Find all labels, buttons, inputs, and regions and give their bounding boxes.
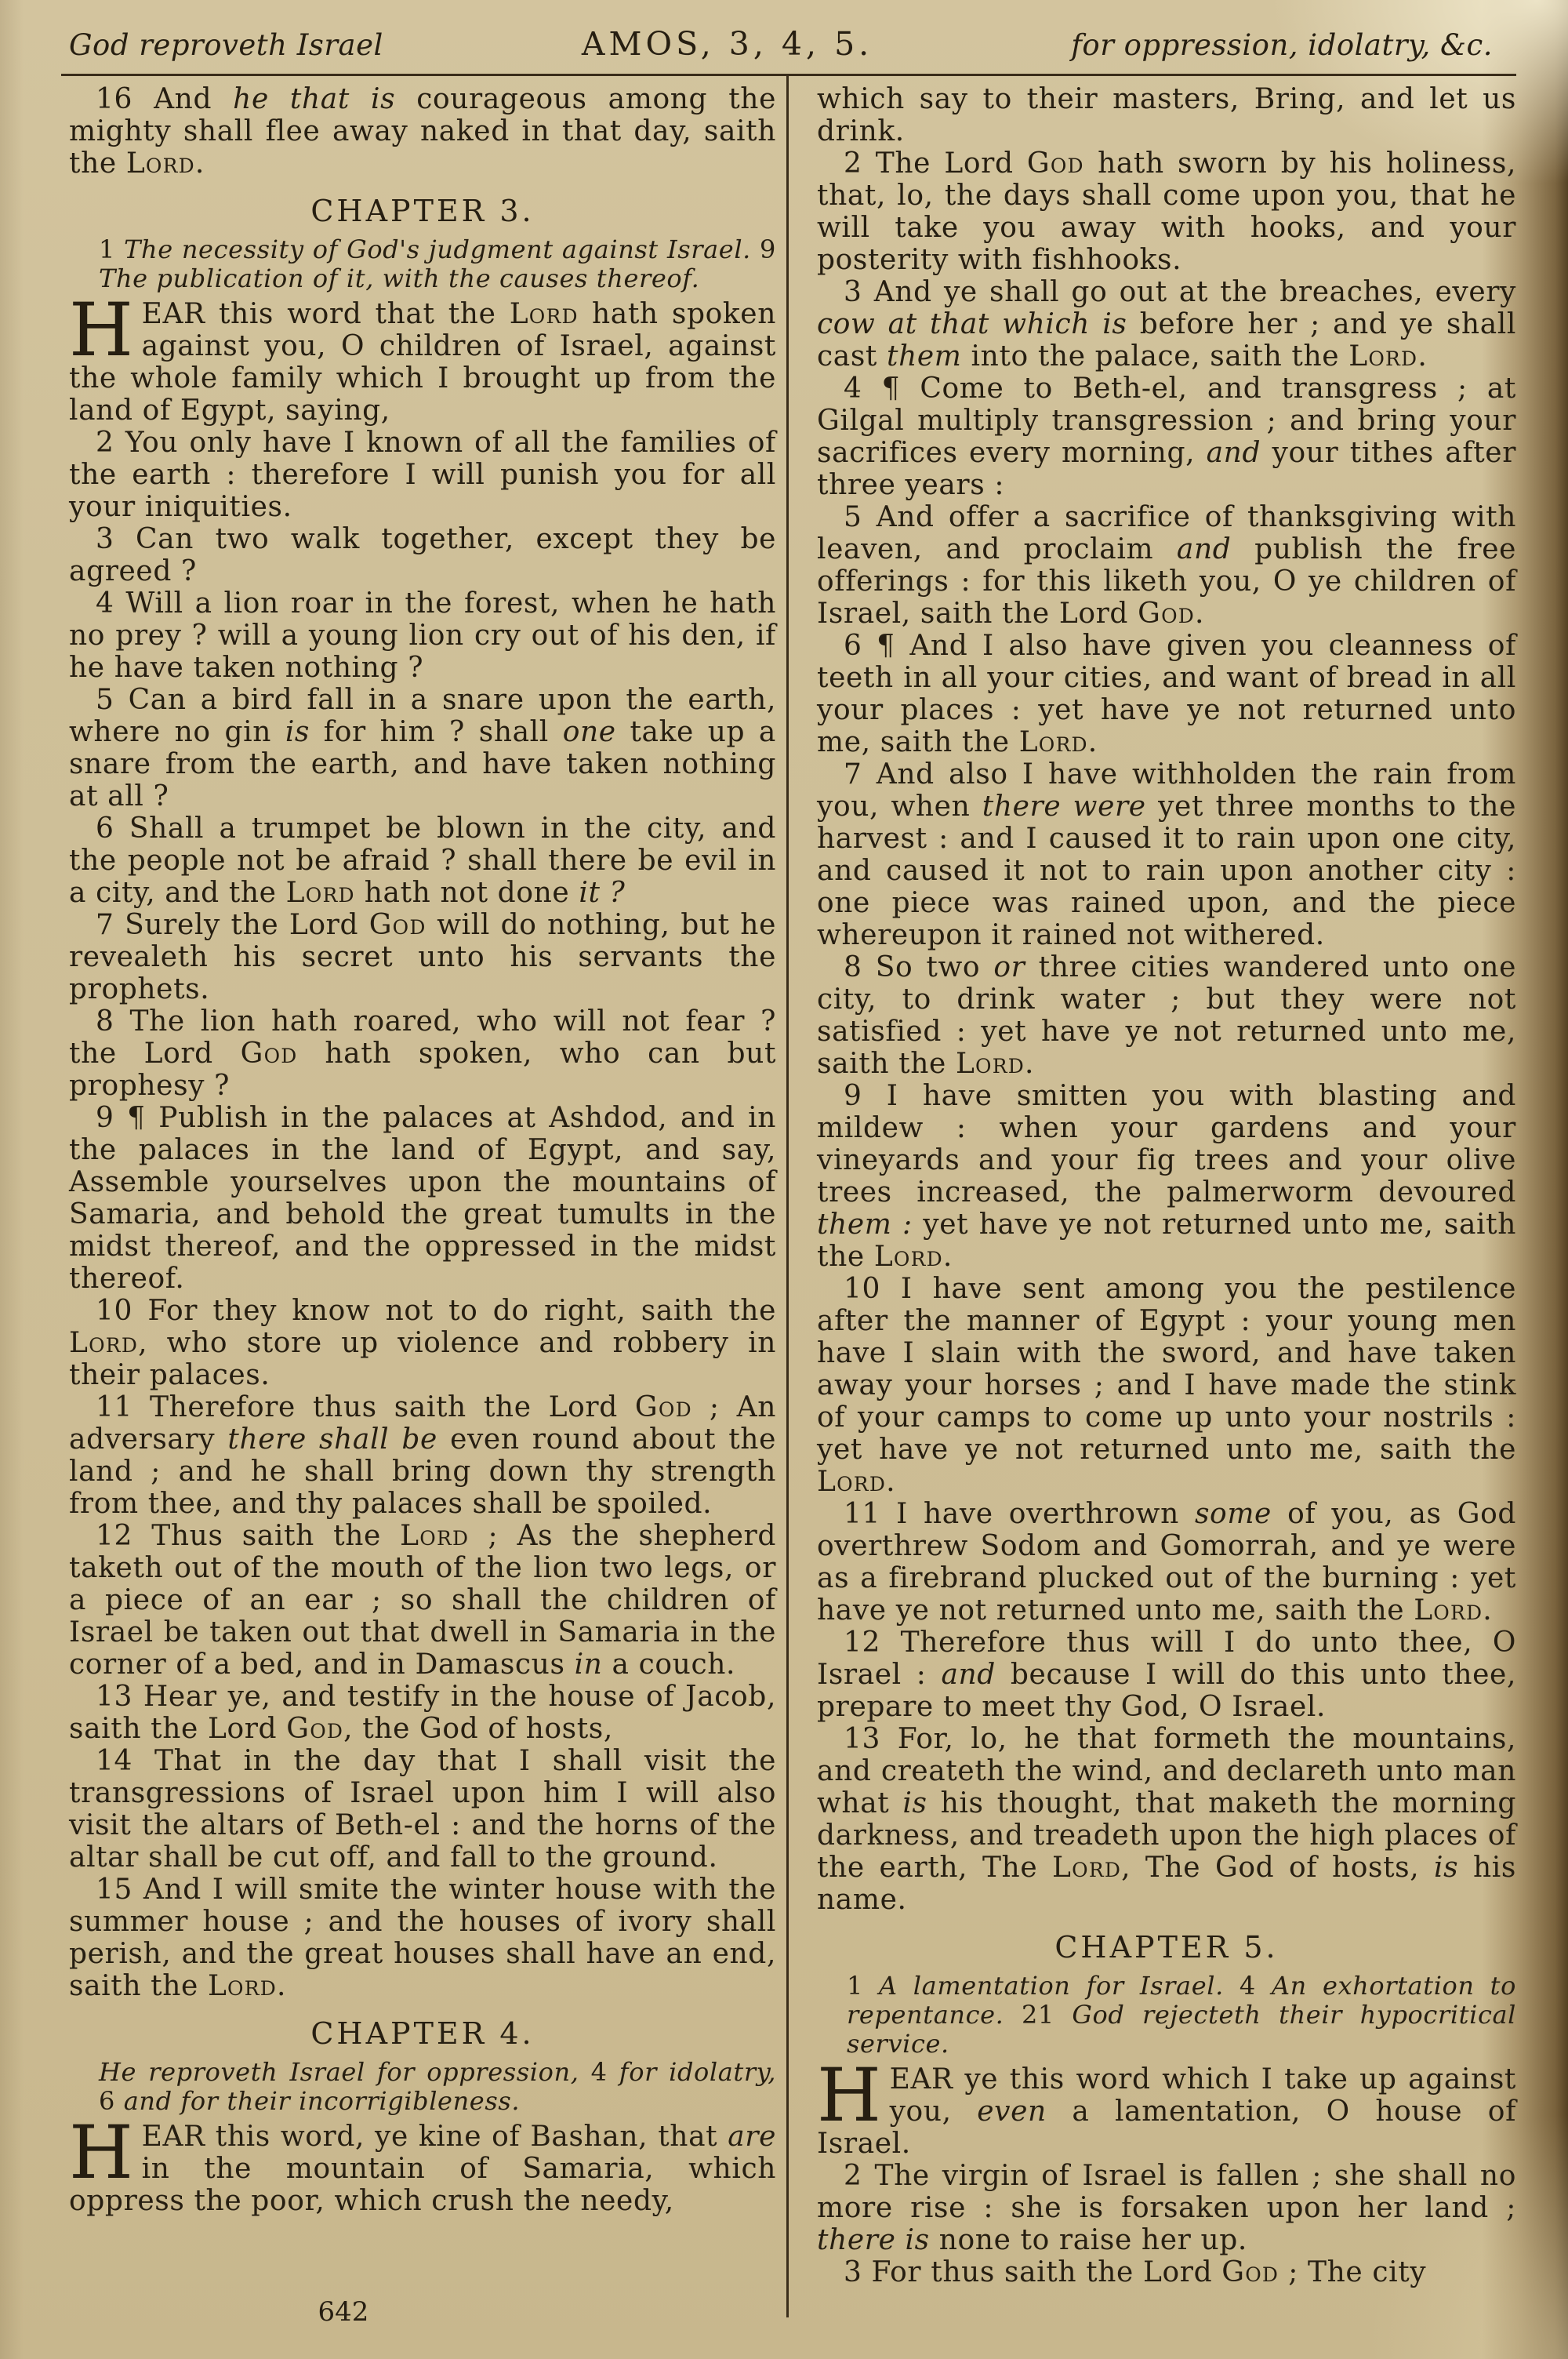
verse-paragraph: 6 Shall a trumpet be blown in the city, and the people not be afraid ? shall there be evil in a city, and the Lord hath not done it ? [69,812,776,909]
running-head-center: AMOS, 3, 4, 5. [581,25,873,63]
verse-paragraph: 14 That in the day that I shall visit the transgressions of Israel upon him I will also visit the altars of Beth-el : and the horns of the altar shall be cut off, and fall to the ground. [69,1745,776,1874]
verse-paragraph: 5 And offer a sacrifice of thanksgiving with leaven, and proclaim and publish the free offerings : for this liketh you, O ye children of Israel, saith the Lord God. [817,501,1516,630]
verse-paragraph: 11 Therefore thus saith the Lord God ; An adversary there shall be even round about the land ; and he shall bring down thy strength from thee, and thy palaces shall be spoiled. [69,1391,776,1520]
verse-paragraph: 12 Thus saith the Lord ; As the shepherd taketh out of the mouth of the lion two legs, or a piece of an ear ; so shall the children of Israel be taken out that dwell in Samaria in the corner of a bed, and in Damascus in a couch. [69,1520,776,1681]
verse-paragraph: HEAR this word that the Lord hath spoken against you, O children of Israel, against the whole family which I brought up from the land of Egypt, saying, [69,288,776,427]
verse-paragraph: 5 Can a bird fall in a snare upon the earth, where no gin is for him ? shall one take up a snare from the earth, and have taken nothing at all ? [69,684,776,812]
verse-paragraph: 13 Hear ye, and testify in the house of Jacob, saith the Lord God, the God of hosts, [69,1681,776,1745]
chapter-summary: He reproveth Israel for oppression, 4 for idolatry, 6 and for their incorrigibleness. [99,2057,776,2116]
verse-paragraph: HEAR ye this word which I take up against you, even a lamentation, O house of Israel. [817,2053,1516,2160]
running-head-left: God reproveth Israel [69,28,383,62]
verse-paragraph: 4 ¶ Come to Beth-el, and transgress ; at Gilgal multiply transgression ; and bring your sacrifices every morning, and your tithes after three years : [817,373,1517,501]
verse-paragraph: 7 Surely the Lord God will do nothing, but he revealeth his secret unto his servants the prophets. [69,909,776,1005]
verse-paragraph: 9 I have smitten you with blasting and mildew : when your gardens and your vineyards and your fig trees and your olive trees increased, the palmerworm devoured them : yet have ye not returned unto me, saith the Lord. [817,1080,1516,1273]
verse-paragraph: 10 For they know not to do right, saith the Lord, who store up violence and robbery in their palaces. [69,1295,776,1391]
drop-cap-letter: H [69,2110,134,2196]
verse-paragraph: 3 And ye shall go out at the breaches, every cow at that which is before her ; and ye shall cast them into the palace, saith the Lord. [817,276,1516,373]
chapter-heading: CHAPTER 5. [1054,1930,1279,1965]
verse-paragraph: 2 The Lord God hath sworn by his holiness, that, lo, the days shall come upon you, that he will take you away with hooks, and your posterity with fishhooks. [817,147,1516,276]
drop-cap-letter: H [69,288,134,373]
left-column [69,83,776,2217]
header-rule [61,74,1516,76]
chapter-summary: 1 A lamentation for Israel. 4 An exhortation to repentance. 21 God rejecteth their hypocritical service. [847,1971,1516,2059]
verse-paragraph: 3 For thus saith the Lord God ; The city [844,2256,1427,2288]
drop-cap-letter: H [817,2053,882,2139]
chapter-summary: 1 The necessity of God's judgment against Israel. 9 The publication of it, with the causes thereof. [99,234,777,293]
verse-paragraph: HEAR this word, ye kine of Bashan, that are in the mountain of Samaria, which oppress the poor, which crush the needy, [69,2110,776,2217]
verse-paragraph: 13 For, lo, he that formeth the mountains, and createth the wind, and declareth unto man what is his thought, that maketh the morning darkness, and treadeth upon the high places of the earth, The Lord, The God of hosts, is his name. [817,1723,1517,1916]
verse-paragraph: 8 The lion hath roared, who will not fear ? the Lord God hath spoken, who can but prophesy ? [69,1005,777,1102]
right-column [817,83,1516,2288]
verse-paragraph: 16 And he that is courageous among the mighty shall flee away naked in that day, saith the Lord. [69,83,776,180]
verse-paragraph: 4 Will a lion roar in the forest, when he hath no prey ? will a young lion cry out of his den, if he have taken nothing ? [69,587,776,684]
verse-continuation: which say to their masters, Bring, and let us drink. [817,83,1516,147]
verse-paragraph: 15 And I will smite the winter house with the summer house ; and the houses of ivory shall perish, and the great houses shall have an end, saith the Lord. [69,1874,776,2002]
verse-paragraph: 2 The virgin of Israel is fallen ; she shall no more rise : she is forsaken upon her land ; there is none to raise her up. [817,2160,1516,2256]
running-head-right: for oppression, idolatry, &c. [1071,28,1493,62]
verse-paragraph: 9 ¶ Publish in the palaces at Ashdod, and in the palaces in the land of Egypt, and say, Assemble yourselves upon the mountains of Samaria, and behold the great tumults in the midst thereof, and the oppressed in the midst thereof. [69,1102,776,1295]
verse-paragraph: 11 I have overthrown some of you, as God overthrew Sodom and Gomorrah, and ye were as a firebrand plucked out of the burning : yet have ye not returned unto me, saith the Lord. [817,1498,1516,1627]
chapter-heading: CHAPTER 3. [310,194,535,228]
verse-paragraph: 7 And also I have withholden the rain from you, when there were yet three months to the harvest : and I caused it to rain upon one city, and caused it not to rain upon another city : one piece was rained upon, and the piece whereupon it rained not withered. [817,758,1516,951]
verse-paragraph: 3 Can two walk together, except they be agreed ? [69,523,776,587]
page-number: 642 [318,2296,369,2328]
verse-paragraph: 6 ¶ And I also have given you cleanness of teeth in all your cities, and want of bread in all your places : yet have ye not returned unto me, saith the Lord. [817,630,1516,758]
column-divider-rule [786,76,789,2317]
verse-paragraph: 12 Therefore thus will I do unto thee, O Israel : and because I will do this unto thee, prepare to meet thy God, O Israel. [817,1627,1516,1723]
verse-paragraph: 10 I have sent among you the pestilence after the manner of Egypt : your young men have I slain with the sword, and have taken away your horses ; and I have made the stink of your camps to come up unto your nostrils : yet have ye not returned unto me, saith the Lord. [817,1273,1516,1498]
verse-paragraph: 8 So two or three cities wandered unto one city, to drink water ; but they were not satisfied : yet have ye not returned unto me, saith the Lord. [817,951,1516,1080]
chapter-heading: CHAPTER 4. [310,2016,535,2051]
verse-paragraph: 2 You only have I known of all the families of the earth : therefore I will punish you for all your iniquities. [69,427,776,523]
running-head [69,25,1493,63]
